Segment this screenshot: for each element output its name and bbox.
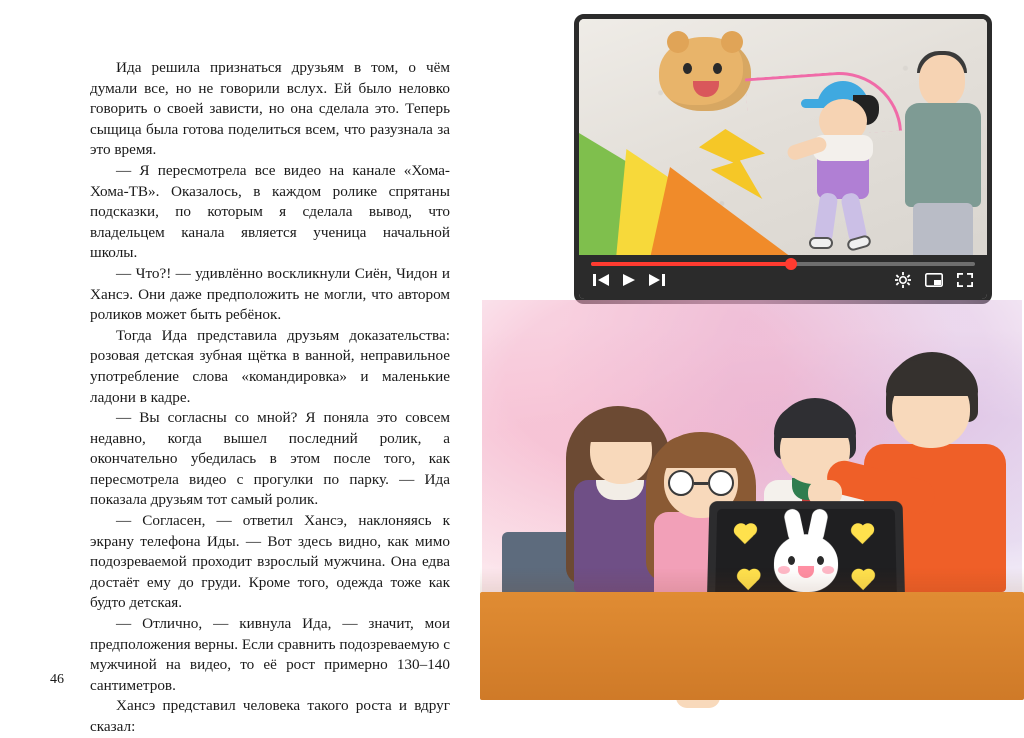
- paragraph: — Отлично, — кивнула Ида, — значит, мои предположения верны. Если сравнить подозреваемую с мужчиной на видео, то её рост примерно 130–140 сантиметров.: [90, 615, 450, 694]
- man-head: [919, 55, 965, 107]
- glasses-lens: [668, 470, 694, 496]
- hamster-eye: [713, 63, 722, 74]
- paragraph: — Что?! — удивлённо воскликнули Сиён, Чидон и Хансэ. Они даже предположить не могли, что автором роликов может быть ребёнок.: [90, 264, 450, 324]
- bunny-ear: [783, 509, 805, 544]
- heart-sticker: [736, 525, 755, 544]
- paragraph: — Согласен, — ответил Хансэ, наклоняясь к экрану телефона Иды. — Вот здесь видно, как мимо подозреваемой проходит взрослый мужчина. Она едва достаёт ему до груди. Кроме того, одежда тоже как будто детская.: [90, 512, 450, 612]
- paragraph: Ида решила признаться друзьям в том, о чём думали все, но не говорили вслух. Ей было неловко говорить о своей зависти, но она сделала это. Теперь сыщица была готова поделиться всем, что разузнала за это время.: [90, 59, 450, 159]
- bunny-ear: [807, 509, 829, 544]
- body-text-column: [90, 58, 450, 738]
- hair-fringe: [658, 436, 744, 468]
- hamster-eye: [683, 63, 692, 74]
- hair-fringe: [886, 360, 978, 396]
- video-progress-track[interactable]: [591, 262, 975, 266]
- illustration-column: [470, 0, 1024, 732]
- running-child: [801, 79, 885, 251]
- hair-fringe: [774, 404, 856, 438]
- bunny-eye: [817, 556, 824, 565]
- video-controls-right[interactable]: [895, 272, 973, 288]
- bunny-eye: [788, 556, 795, 565]
- previous-track-icon[interactable]: [593, 273, 609, 287]
- miniplayer-icon[interactable]: [925, 273, 943, 287]
- adult-man-figure: [905, 55, 983, 265]
- glasses-bridge: [694, 482, 708, 485]
- next-track-icon[interactable]: [649, 273, 665, 287]
- page-number: 46: [50, 672, 64, 687]
- heart-sticker: [853, 525, 872, 544]
- video-screen: [579, 19, 987, 265]
- hamster-character: [659, 37, 751, 111]
- paragraph: — Вы согласны со мной? Я поняла это совсем недавно, когда вышел последний ролик, а окончательно убедилась в этом после того, как пересмотрела видео с прогулки по парку. — Ида показала друзьям тот самый ролик.: [90, 409, 450, 509]
- paragraph: Хансэ представил человека такого роста и вдруг сказал:: [90, 697, 450, 735]
- video-controls-left[interactable]: [593, 273, 665, 287]
- paragraph: — Я пересмотрела все видео на канале «Хома-Хома-ТВ». Оказалось, в каждом ролике спрятаны подсказки, по которым я сделала вывод, что владельцем канала является ученица начальной школы.: [90, 161, 450, 262]
- video-player-illustration: [574, 14, 992, 304]
- video-control-bar[interactable]: [579, 255, 987, 299]
- gear-icon[interactable]: [895, 272, 911, 288]
- child-shoe: [809, 237, 833, 249]
- paragraph: Тогда Ида представила друзьям доказательства: розовая детская зубная щётка в ванной, неправильное употребление слова «командировка» и маленькие ладони в кадре.: [90, 326, 450, 406]
- video-progress-knob[interactable]: [785, 258, 797, 270]
- play-icon[interactable]: [622, 273, 636, 287]
- hamster-mouth: [693, 81, 719, 97]
- table-shadow: [480, 568, 1024, 592]
- kids-at-laptop-illustration: [470, 300, 1024, 720]
- man-trousers: [913, 203, 973, 263]
- glasses: [668, 470, 734, 496]
- man-jacket: [905, 103, 981, 207]
- fullscreen-icon[interactable]: [957, 273, 973, 287]
- table-surface: [480, 592, 1024, 700]
- video-progress-fill: [591, 262, 791, 266]
- glasses-lens: [708, 470, 734, 496]
